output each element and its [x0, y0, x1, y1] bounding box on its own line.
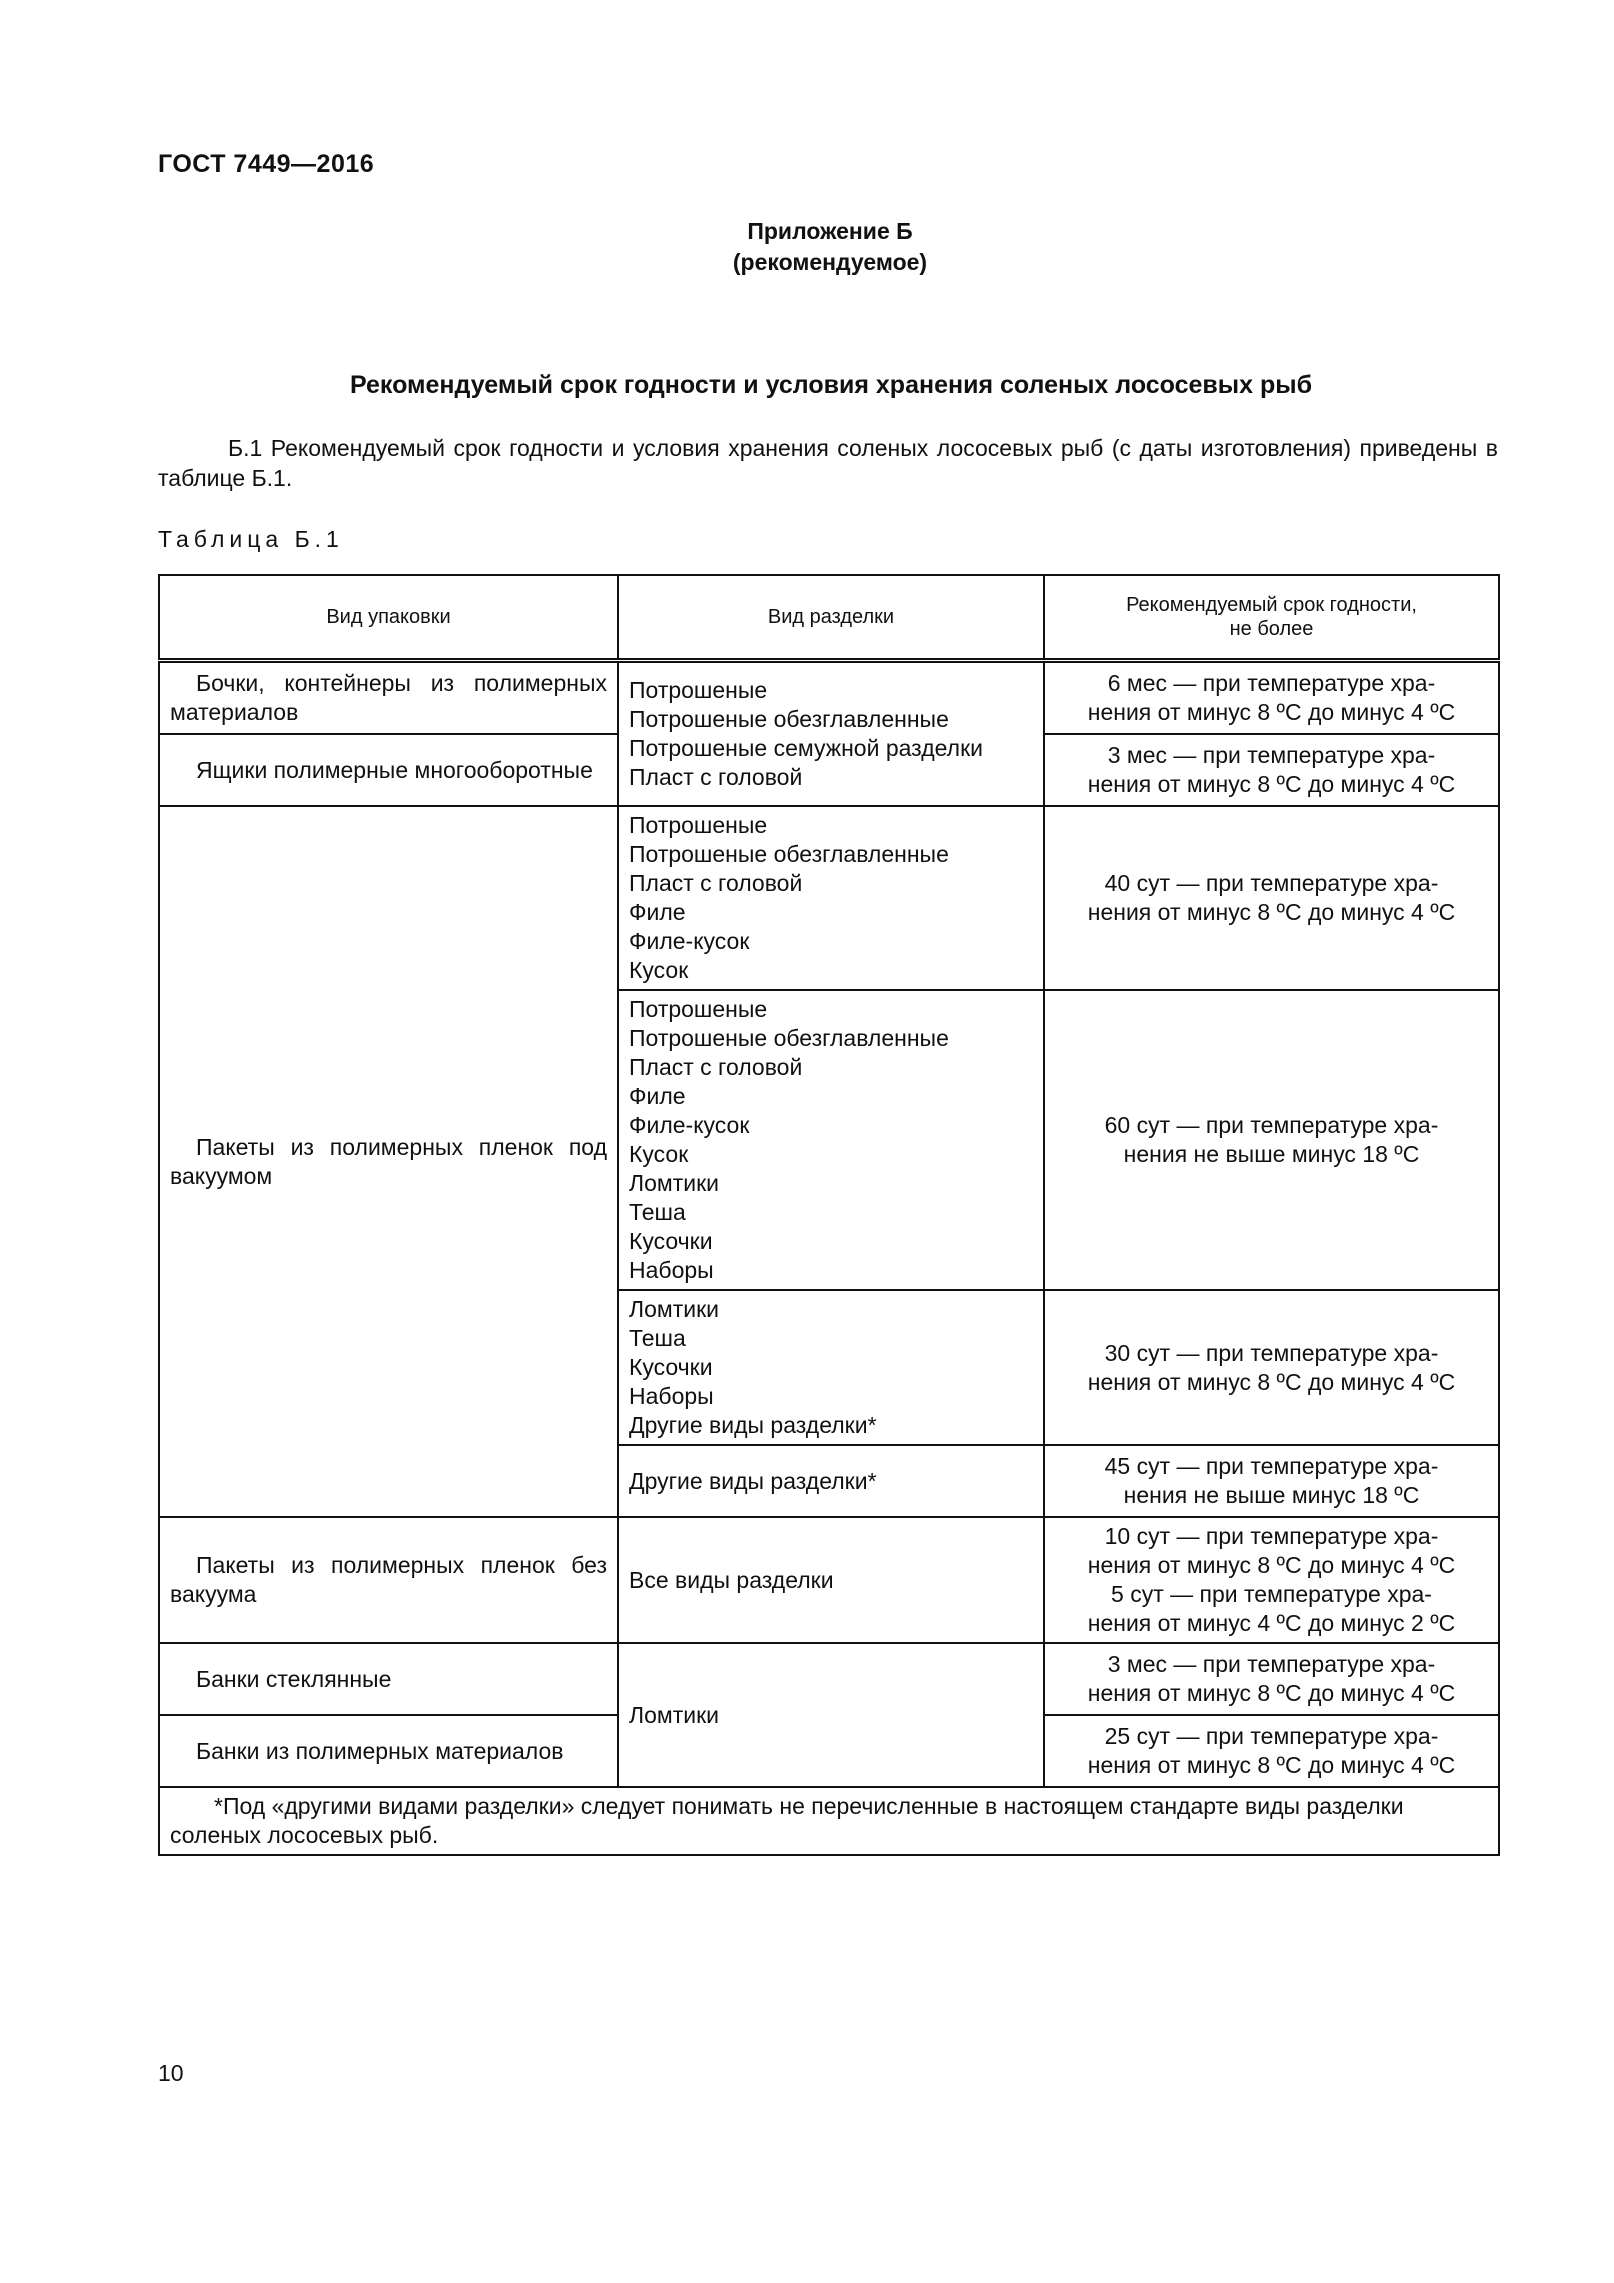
header-shelf-life-line1: Рекомендуемый срок годности,: [1126, 594, 1417, 616]
cut-list-cell: [618, 1445, 1044, 1517]
packaging-cell: Ящики полимерные многооборотные: [159, 734, 618, 806]
list-item: Ломтики: [629, 1701, 719, 1728]
shelf-life-cell: 6 мес — при температуре хра- нения от минус 8 ºС до минус 4 ºС: [1044, 661, 1499, 735]
shelf-life-cell: 10 сут — при температуре хра- нения от минус 8 ºС до минус 4 ºС 5 сут — при температуре хра- нения от минус 4 ºС до минус 2 ºС: [1044, 1517, 1499, 1643]
list-item: Кусочки: [629, 1228, 713, 1254]
shelf-life-cell: 30 сут — при температуре хра- нения от минус 8 ºС до минус 4 ºС: [1044, 1290, 1499, 1445]
list-item: Потрошеные семужной разделки: [629, 735, 983, 761]
intro-paragraph: Б.1 Рекомендуемый срок годности и условия хранения соленых лососевых рыб (с даты изготовления) приведены в таблице Б.1.: [158, 435, 1498, 491]
list-item: Потрошеные обезглавленные: [629, 1025, 949, 1051]
list-item: Другие виды разделки*: [629, 1412, 877, 1438]
list-item: Филе-кусок: [629, 1112, 750, 1138]
table-row: [159, 806, 1499, 990]
list-item: Филе-кусок: [629, 928, 750, 954]
list-item: Филе: [629, 1083, 686, 1109]
list-item: Потрошеные: [629, 677, 768, 703]
table-header-row: [159, 575, 1499, 661]
section-title: Рекомендуемый срок годности и условия хранения соленых лососевых рыб: [349, 371, 1313, 399]
shelf-life-cell: 45 сут — при температуре хра- нения не выше минус 18 ºС: [1044, 1445, 1499, 1517]
cut-list-cell: [618, 990, 1044, 1290]
appendix-status: (рекомендуемое): [732, 249, 928, 275]
packaging-cell: Пакеты из полимерных пленок под вакуумом: [159, 806, 618, 1517]
table-row: [159, 661, 1499, 735]
header-shelf-life-line2: не более: [1229, 618, 1314, 640]
table-caption: Таблица Б.1: [158, 526, 344, 552]
header-shelf-life: [1044, 575, 1499, 661]
list-item: Кусок: [629, 1141, 689, 1167]
cut-list-cell: [618, 661, 1044, 807]
list-item: Пласт с головой: [629, 1054, 803, 1080]
shelf-life-table: [158, 574, 1500, 1856]
packaging-cell: Пакеты из полимерных пленок без вакуума: [159, 1517, 618, 1643]
list-item: Потрошеные обезглавленные: [629, 841, 949, 867]
shelf-life-cell: 3 мес — при температуре хра- нения от минус 8 ºС до минус 4 ºС: [1044, 734, 1499, 806]
list-item: Пласт с головой: [629, 870, 803, 896]
list-item: Все виды разделки: [629, 1566, 834, 1593]
table-row: [159, 1643, 1499, 1715]
list-item: Филе: [629, 899, 686, 925]
list-item: Другие виды разделки*: [629, 1467, 877, 1494]
shelf-life-cell: 3 мес — при температуре хра- нения от минус 8 ºС до минус 4 ºС: [1044, 1643, 1499, 1715]
table-footnote-row: [159, 1787, 1499, 1855]
cut-list-cell: [618, 806, 1044, 990]
cut-list-cell: [618, 1290, 1044, 1445]
header-cut-type: Вид разделки: [618, 575, 1044, 661]
list-item: Ломтики: [629, 1170, 719, 1196]
list-item: Кусок: [629, 957, 689, 983]
list-item: Потрошеные обезглавленные: [629, 706, 949, 732]
packaging-cell: Банки из полимерных материалов: [159, 1715, 618, 1787]
packaging-cell: Банки стеклянные: [159, 1643, 618, 1715]
list-item: Потрошеные: [629, 812, 768, 838]
list-item: Ломтики: [629, 1296, 719, 1322]
header-packaging: Вид упаковки: [159, 575, 618, 661]
appendix-title: Приложение Б: [747, 218, 913, 244]
shelf-life-cell: 25 сут — при температуре хра- нения от минус 8 ºС до минус 4 ºС: [1044, 1715, 1499, 1787]
table-row: [159, 1517, 1499, 1643]
list-item: Кусочки: [629, 1354, 713, 1380]
document-code: ГОСТ 7449—2016: [158, 150, 375, 178]
list-item: Пласт с головой: [629, 764, 803, 790]
shelf-life-cell: 40 сут — при температуре хра- нения от минус 8 ºС до минус 4 ºС: [1044, 806, 1499, 990]
list-item: Теша: [629, 1325, 686, 1351]
cut-list-cell: [618, 1643, 1044, 1787]
list-item: Наборы: [629, 1383, 714, 1409]
list-item: Теша: [629, 1199, 686, 1225]
list-item: Потрошеные: [629, 996, 768, 1022]
cut-list-cell: [618, 1517, 1044, 1643]
packaging-cell: Бочки, контейнеры из полимерных материалов: [159, 661, 618, 735]
shelf-life-cell: 60 сут — при температуре хра- нения не выше минус 18 ºС: [1044, 990, 1499, 1290]
table-footnote: *Под «другими видами разделки» следует понимать не перечисленные в настоящем стандарте виды разделки соленых лососевых рыб.: [159, 1787, 1499, 1855]
page-number: 10: [158, 2060, 184, 2086]
appendix-heading: [0, 216, 1614, 278]
list-item: Наборы: [629, 1257, 714, 1283]
